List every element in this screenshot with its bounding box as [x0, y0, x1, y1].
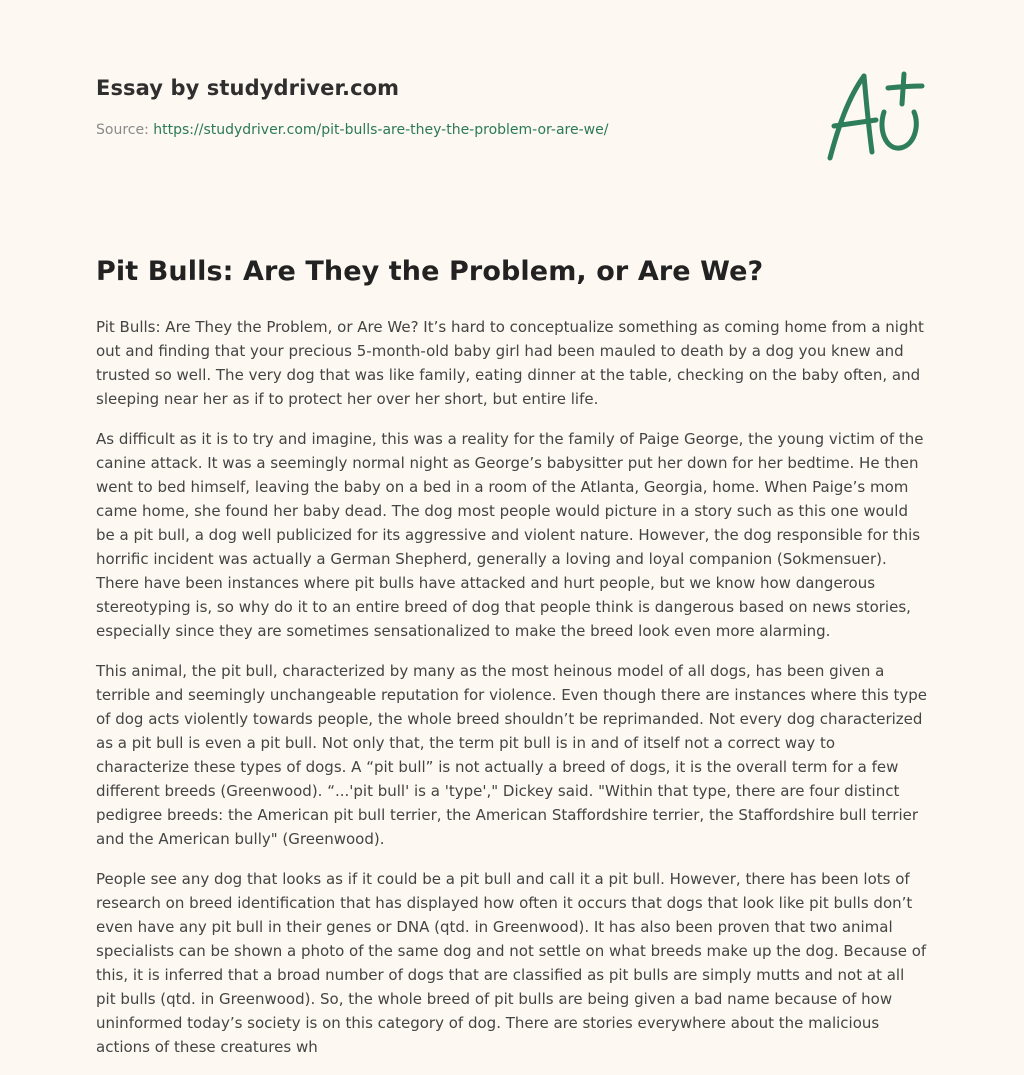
essay-body [96, 315, 928, 1075]
source-link[interactable]: https://studydriver.com/pit-bulls-are-they-the-problem-or-are-we/ [153, 122, 609, 138]
paragraph: People see any dog that looks as if it could be a pit bull and call it a pit bull. However, there has been lots of research on breed identification that has displayed how often it occurs that dogs that look like pit bulls don’t even have any pit bull in their genes or DNA (qtd. in Greenwood). It has also been proven that two animal specialists can be shown a photo of the same dog and not settle on what breeds make up the dog. Because of this, it is inferred that a broad number of dogs that are classified as pit bulls are simply mutts and not at all pit bulls (qtd. in Greenwood). So, the whole breed of pit bulls are being given a bad name because of how uninformed today’s society is on this category of dog. There are stories everywhere about the malicious actions of these creatures wh [96, 870, 927, 1056]
brand-title: Essay by studydriver.com [96, 76, 400, 100]
source-line [96, 122, 796, 138]
a-plus-logo [822, 68, 926, 164]
paragraph: As difficult as it is to try and imagine, this was a reality for the family of Paige George, the young victim of the canine attack. It was a seemingly normal night as George’s babysitter put her down for her bedtime. He then went to bed himself, leaving the baby on a bed in a room of the Atlanta, Georgia, home. When Paige’s mom came home, she found her baby dead. The dog most people would picture in a story such as this one would be a pit bull, a dog well publicized for its aggressive and violent nature. However, the dog responsible for this horrific incident was actually a German Shepherd, generally a loving and loyal companion (Sokmensuer). There have been instances where pit bulls have attacked and hurt people, but we know how dangerous stereotyping is, so why do it to an entire breed of dog that people think is dangerous based on news stories, especially since they are sometimes sensationalized to make the breed look even more alarming. [96, 430, 924, 640]
source-label: Source: [96, 122, 154, 138]
paragraph: Pit Bulls: Are They the Problem, or Are We? It’s hard to conceptualize something as coming home from a night out and finding that your precious 5-month-old baby girl had been mauled to death by a dog you knew and trusted so well. The very dog that was like family, eating dinner at the table, checking on the baby often, and sleeping near her as if to protect her over her short, but entire life. [96, 318, 924, 408]
paragraph: This animal, the pit bull, characterized by many as the most heinous model of all dogs, has been given a terrible and seemingly unchangeable reputation for violence. Even though there are instances where this type of dog acts violently towards people, the whole breed shouldn’t be reprimanded. Not every dog characterized as a pit bull is even a pit bull. Not only that, the term pit bull is in and of itself not a correct way to characterize these types of dogs. A “pit bull” is not actually a breed of dogs, it is the overall term for a few different breeds (Greenwood). “...'pit bull' is a 'type'," Dickey said. "Within that type, there are four distinct pedigree breeds: the American pit bull terrier, the American Staffordshire terrier, the Staffordshire bull terrier and the American bully" (Greenwood). [96, 662, 928, 848]
essay-title: Pit Bulls: Are They the Problem, or Are We? [96, 256, 764, 287]
page-header [96, 76, 796, 138]
